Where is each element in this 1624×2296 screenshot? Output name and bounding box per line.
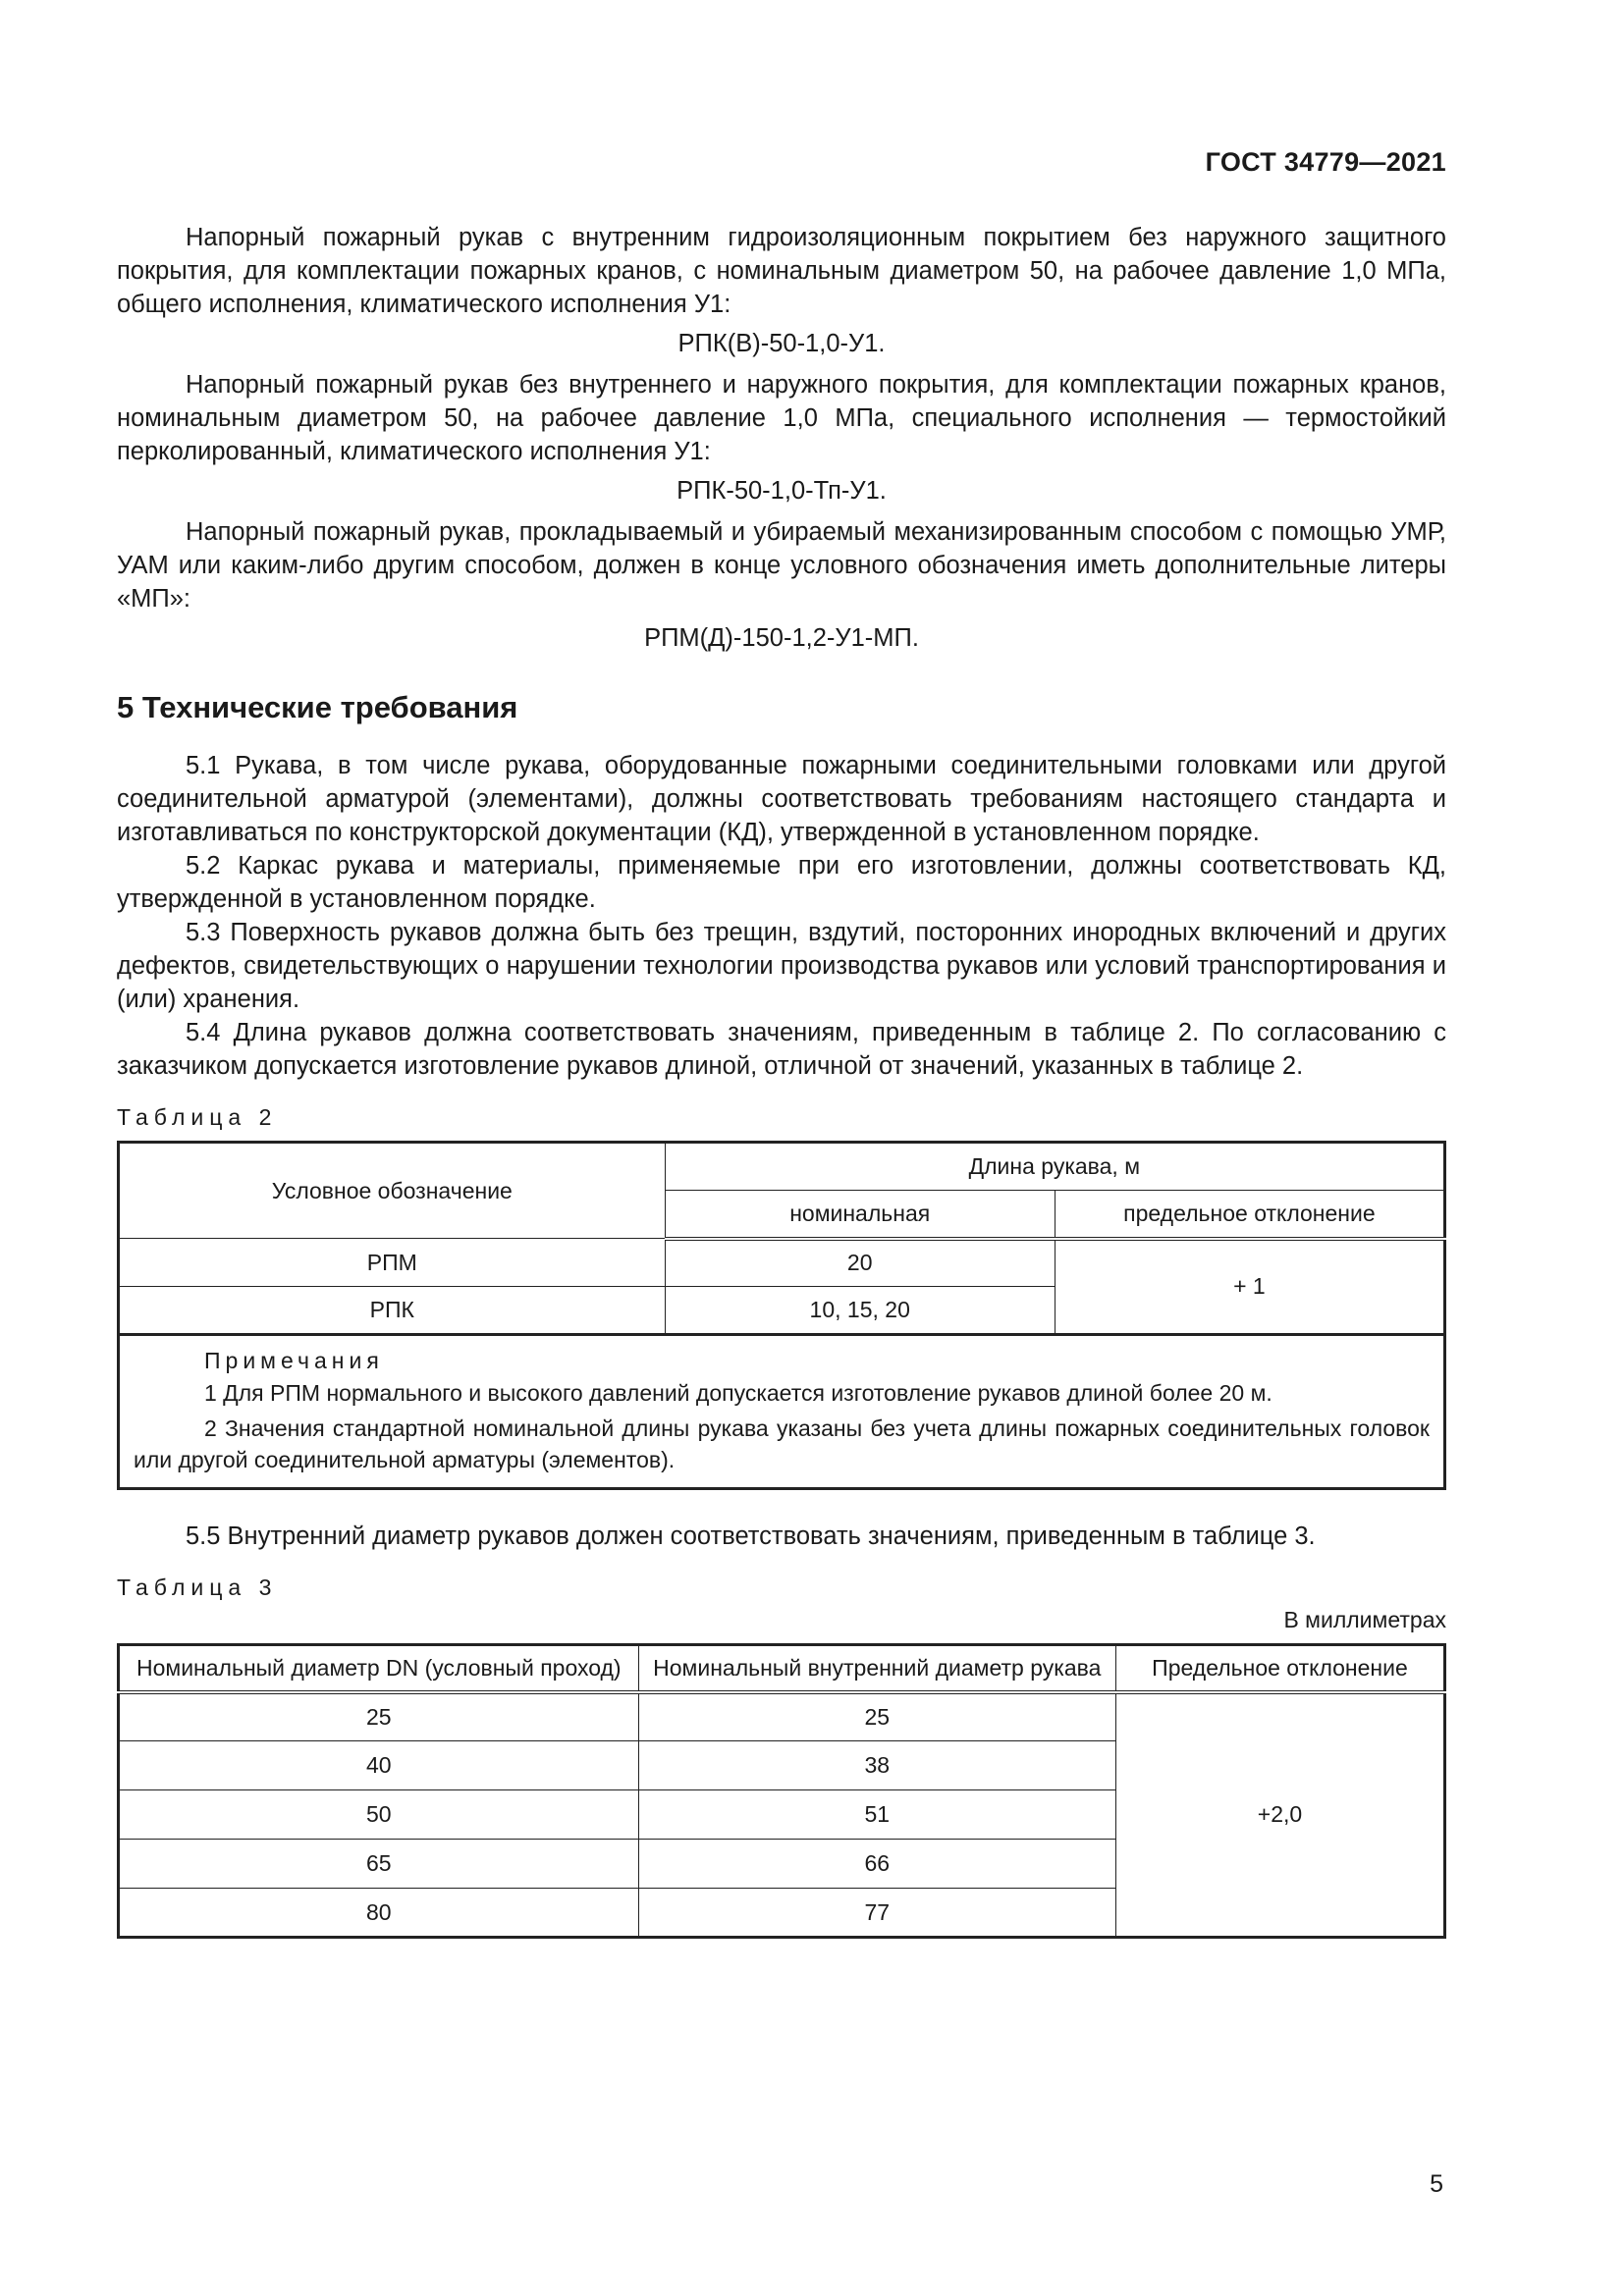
t2-header-nominal: номинальная — [665, 1191, 1055, 1239]
t3-cell-inner: 51 — [638, 1790, 1115, 1840]
table2-caption: Таблица 2 — [117, 1104, 278, 1130]
note-2: 2 Значения стандартной номинальной длины рукава указаны без учета длины пожарных соединительных головок или другой соединительной арматуры (элементов). — [134, 1415, 1430, 1472]
intro-paragraph-3: Напорный пожарный рукав, прокладываемый и убираемый механизированным способом с помощью УМР, УАМ или каким-либо другим способом, должен в конце условного обозначения иметь дополнительные литеры «МП»: — [117, 518, 1446, 613]
t3-header-inner: Номинальный внутренний диаметр рукава — [638, 1645, 1115, 1692]
t2-header-designation: Условное обозначение — [119, 1143, 666, 1239]
t3-cell-dn: 40 — [119, 1741, 639, 1790]
standard-code: ГОСТ 34779—2021 — [1205, 147, 1446, 177]
paragraph-5-4: 5.4 Длина рукавов должна соответствовать значениям, приведенным в таблице 2. По согласованию с заказчиком допускается изготовление рукавов длиной, отличной от значений, указанных в таблице 2. — [117, 1019, 1446, 1080]
paragraph-5-2: 5.2 Каркас рукава и материалы, применяемые при его изготовлении, должны соответствовать КД, утвержденной в установленном порядке. — [117, 852, 1446, 913]
designation-code-2: РПК-50-1,0-Тп-У1. — [677, 477, 887, 505]
paragraph-5-3: 5.3 Поверхность рукавов должна быть без трещин, вздутий, посторонних инородных включений и других дефектов, свидетельствующих о нарушении технологии производства рукавов или условий транспортирования и (или) хранения. — [117, 919, 1446, 1013]
t3-cell-dn: 25 — [119, 1692, 639, 1741]
t2-cell-nominal: 10, 15, 20 — [665, 1287, 1055, 1335]
table3-caption: Таблица 3 — [117, 1575, 278, 1600]
table-3 — [117, 1643, 1446, 1939]
designation-code-3: РПМ(Д)-150-1,2-У1-МП. — [644, 624, 919, 652]
page-content — [117, 221, 1446, 1939]
t2-header-deviation: предельное отклонение — [1055, 1191, 1444, 1239]
t3-cell-inner: 25 — [638, 1692, 1115, 1741]
t2-cell-deviation: + 1 — [1055, 1239, 1444, 1335]
designation-code-1: РПК(В)-50-1,0-У1. — [677, 330, 886, 357]
t3-cell-inner: 38 — [638, 1741, 1115, 1790]
note-1: 1 Для РПМ нормального и высокого давлений допускается изготовление рукавов длиной более 20 м. — [204, 1380, 1272, 1406]
t3-header-deviation: Предельное отклонение — [1115, 1645, 1444, 1692]
t2-notes — [119, 1335, 1445, 1489]
t3-cell-deviation: +2,0 — [1115, 1692, 1444, 1938]
notes-title: Примечания — [204, 1348, 384, 1373]
t3-header-dn: Номинальный диаметр DN (условный проход) — [119, 1645, 639, 1692]
t3-cell-inner: 66 — [638, 1840, 1115, 1889]
paragraph-5-5: 5.5 Внутренний диаметр рукавов должен соответствовать значениям, приведенным в таблице 3. — [186, 1522, 1316, 1550]
t2-cell-nominal: 20 — [665, 1239, 1055, 1287]
intro-paragraph-1: Напорный пожарный рукав с внутренним гидроизоляционным покрытием без наружного защитного покрытия, для комплектации пожарных кранов, с номинальным диаметром 50, на рабочее давление 1,0 МПа, общего исполнения, климатического исполнения У1: — [117, 224, 1446, 318]
t3-cell-dn: 80 — [119, 1889, 639, 1938]
units-label: В миллиметрах — [1283, 1607, 1446, 1632]
t2-header-length: Длина рукава, м — [665, 1143, 1444, 1191]
t3-cell-inner: 77 — [638, 1889, 1115, 1938]
t3-cell-dn: 50 — [119, 1790, 639, 1840]
page-number: 5 — [1430, 2170, 1443, 2198]
table-2 — [117, 1141, 1446, 1490]
intro-paragraph-2: Напорный пожарный рукав без внутреннего и наружного покрытия, для комплектации пожарных кранов, номинальным диаметром 50, на рабочее давление 1,0 МПа, специального исполнения — термостойкий перколированный, климатического исполнения У1: — [117, 371, 1446, 465]
t3-cell-dn: 65 — [119, 1840, 639, 1889]
section-heading: 5 Технические требования — [117, 690, 518, 724]
paragraph-5-1: 5.1 Рукава, в том числе рукава, оборудованные пожарными соединительными головками или другой соединительной арматурой (элементами), должны соответствовать требованиям настоящего стандарта и изготавливаться по конструкторской документации (КД), утвержденной в установленном порядке. — [117, 752, 1446, 846]
t2-cell-designation: РПМ — [119, 1239, 666, 1287]
t2-cell-designation: РПК — [119, 1287, 666, 1335]
